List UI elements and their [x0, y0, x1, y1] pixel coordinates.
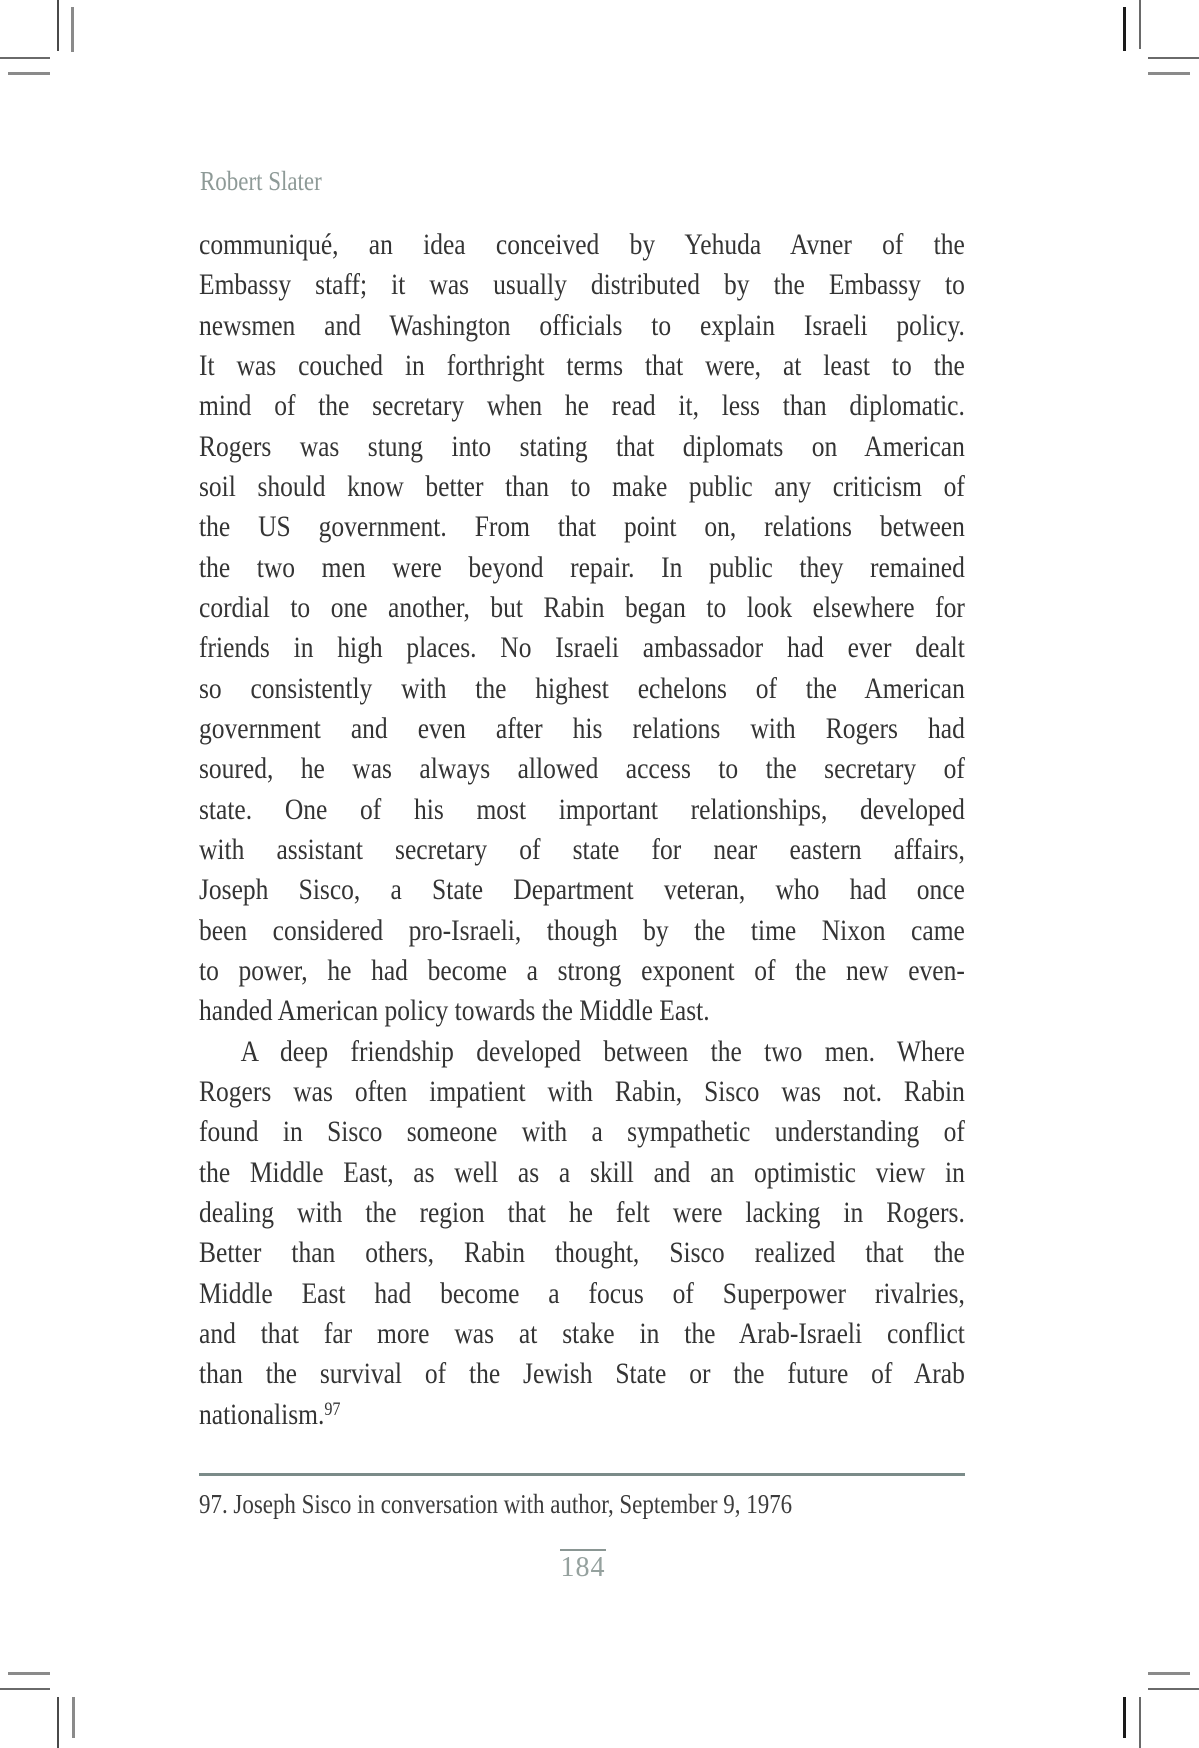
body-line: Middle East had become a focus of Superpower rivalries,	[199, 1276, 965, 1310]
body-line: and that far more was at stake in the Arab-Israeli conflict	[199, 1316, 965, 1350]
body-line: Better than others, Rabin thought, Sisco realized that the	[199, 1236, 965, 1270]
body-line: communiqué, an idea conceived by Yehuda Avner of the	[199, 228, 965, 261]
crop-mark-top-left-vertical-inner	[71, 7, 74, 52]
body-line: dealing with the region that he felt were lacking in Rogers.	[199, 1195, 965, 1229]
body-line: government and even after his relations with Rogers had	[199, 711, 965, 745]
body-line: handed American policy towards the Middle East.	[199, 994, 710, 1028]
body-line: the Middle East, as well as a skill and an optimistic view in	[199, 1155, 965, 1189]
body-line: found in Sisco someone with a sympathetic understanding of	[199, 1115, 965, 1149]
crop-mark-top-left-vertical-outer	[57, 0, 59, 51]
body-line: Rogers was stung into stating that diplomats on American	[199, 429, 965, 463]
body-line: the two men were beyond repair. In public they remained	[199, 550, 965, 584]
body-line: A deep friendship developed between the two men. Where	[240, 1034, 965, 1068]
crop-mark-bottom-left-horizontal-inner	[8, 1672, 50, 1675]
page-number-rule	[560, 1549, 606, 1551]
body-line: It was couched in forthright terms that were, at least to the	[199, 348, 965, 382]
body-line: soil should know better than to make public any criticism of	[199, 469, 965, 503]
crop-mark-top-right-vertical-inner	[1123, 7, 1126, 51]
body-line: Rogers was often impatient with Rabin, Sisco was not. Rabin	[199, 1074, 965, 1108]
crop-mark-bottom-right-vertical-outer	[1139, 1697, 1141, 1748]
footnote-reference: 97	[324, 1398, 341, 1420]
crop-mark-bottom-left-horizontal-outer	[0, 1688, 50, 1690]
body-line: friends in high places. No Israeli ambassador had ever dealt	[199, 631, 965, 665]
footnote: 97. Joseph Sisco in conversation with author, September 9, 1976	[199, 1489, 793, 1519]
body-line: the US government. From that point on, relations between	[199, 510, 965, 544]
body-line: state. One of his most important relationships, developed	[199, 792, 965, 826]
footnote-separator-rule	[199, 1473, 965, 1476]
crop-mark-bottom-left-vertical-outer	[57, 1697, 59, 1748]
crop-mark-bottom-right-horizontal-inner	[1148, 1672, 1190, 1675]
crop-mark-top-left-horizontal-inner	[8, 72, 50, 75]
body-text	[199, 225, 965, 1435]
crop-mark-top-right-horizontal-outer	[1148, 57, 1199, 59]
body-line: Joseph Sisco, a State Department veteran, who had once	[199, 873, 965, 907]
page-number-folio	[550, 1549, 616, 1582]
body-line: so consistently with the highest echelons of the American	[199, 671, 965, 705]
crop-mark-top-right-vertical-outer	[1139, 0, 1141, 49]
body-line: nationalism.$^{97}$	[199, 1397, 341, 1431]
body-line: with assistant secretary of state for near eastern affairs,	[199, 832, 965, 866]
body-line: to power, he had become a strong exponent of the new even-	[199, 953, 965, 987]
body-line: cordial to one another, but Rabin began to look elsewhere for	[199, 590, 965, 624]
body-line: been considered pro-Israeli, though by the time Nixon came	[199, 913, 965, 947]
crop-mark-bottom-right-vertical-inner	[1123, 1697, 1126, 1738]
body-line: than the survival of the Jewish State or the future of Arab	[199, 1357, 965, 1391]
body-line: mind of the secretary when he read it, less than diplomatic.	[199, 389, 965, 423]
running-header-author: Robert Slater	[200, 166, 322, 196]
page-number: 184	[560, 1552, 606, 1583]
body-line: newsmen and Washington officials to explain Israeli policy.	[199, 308, 965, 342]
body-line: Embassy staff; it was usually distributed by the Embassy to	[199, 268, 965, 302]
crop-mark-bottom-right-horizontal-outer	[1148, 1688, 1199, 1690]
crop-mark-top-right-horizontal-inner	[1148, 72, 1190, 75]
crop-mark-bottom-left-vertical-inner	[72, 1697, 75, 1738]
body-line: soured, he was always allowed access to the secretary of	[199, 752, 965, 786]
crop-mark-top-left-horizontal-outer	[0, 57, 50, 59]
